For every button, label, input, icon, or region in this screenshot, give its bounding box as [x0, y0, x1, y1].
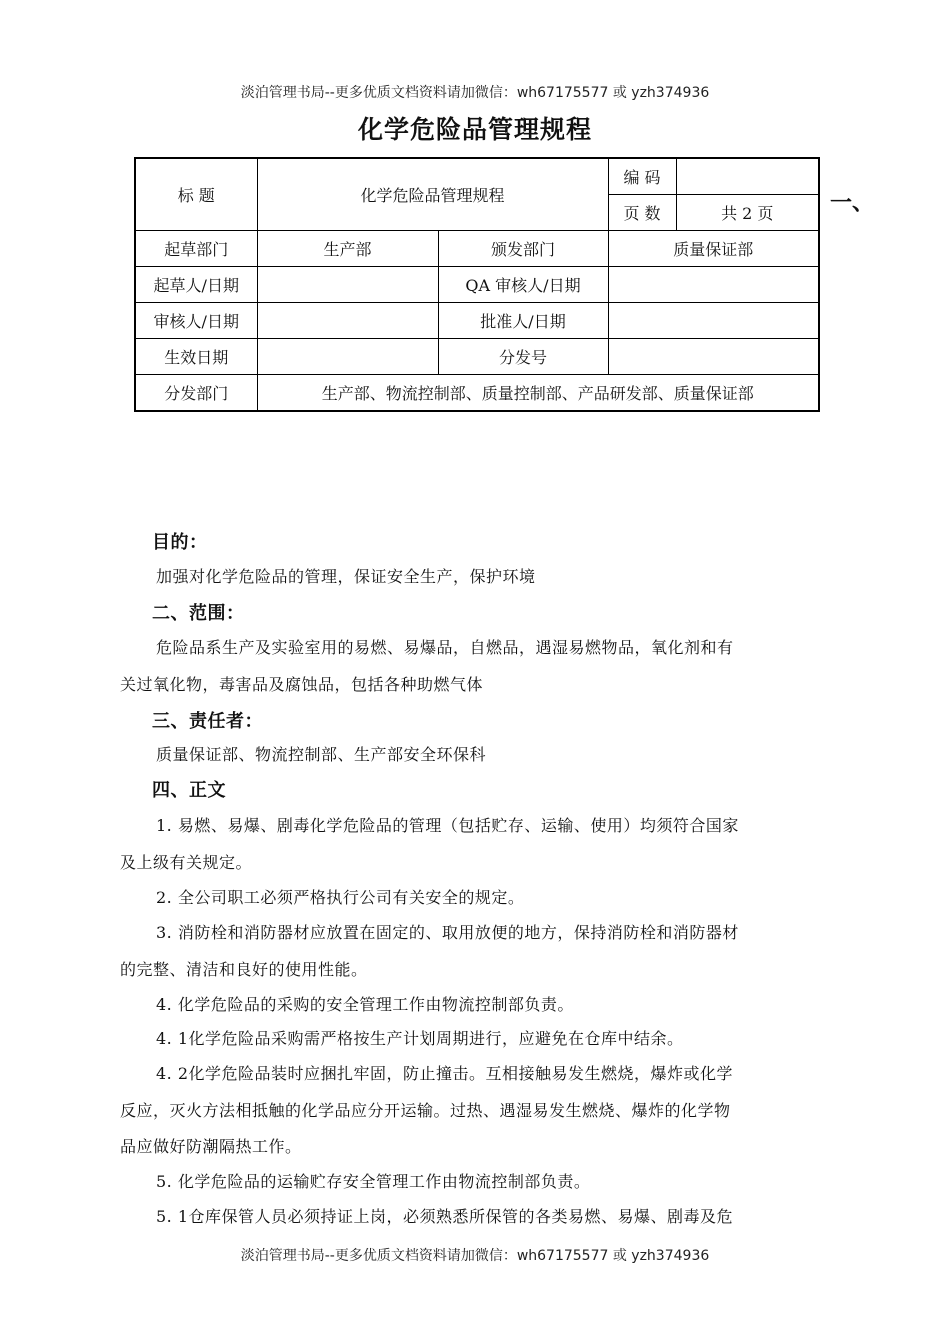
para-3-line-1: 3. 消防栓和消防器材应放置在固定的、取用放便的地方，保持消防栓和消防器材 — [156, 923, 739, 942]
responsibility-heading: 三、责任者： — [152, 711, 263, 732]
reviewer-value — [257, 303, 438, 339]
issue-dept-value: 质量保证部 — [608, 231, 819, 267]
page-header: 淡泊管理书局--更多优质文档资料请加微信：wh67175577 或 yzh374936 — [240, 85, 710, 101]
document-info-table — [134, 157, 820, 412]
approver-label: 批准人/日期 — [438, 303, 608, 339]
pages-label: 页 数 — [608, 195, 676, 231]
scope-text-1: 危险品系生产及实验室用的易燃、易爆品，自燃品，遇湿易燃物品，氧化剂和有 — [156, 638, 734, 657]
scope-text-2: 关过氧化物，毒害品及腐蚀品，包括各种助燃气体 — [120, 675, 484, 694]
qa-label: QA 审核人/日期 — [438, 267, 608, 303]
page-footer: 淡泊管理书局--更多优质文档资料请加微信：wh67175577 或 yzh374936 — [240, 1248, 710, 1264]
para-3-line-2: 的完整、清洁和良好的使用性能。 — [120, 960, 368, 979]
para-4: 4. 化学危险品的采购的安全管理工作由物流控制部负责。 — [156, 995, 574, 1014]
para-4-2-line-2: 反应，灭火方法相抵触的化学品应分开运输。过热、遇湿易发生燃烧、爆炸的化学物 — [120, 1101, 731, 1120]
drafter-value — [257, 267, 438, 303]
title-value: 化学危险品管理规程 — [257, 158, 608, 231]
para-1-line-2: 及上级有关规定。 — [120, 853, 253, 872]
issue-dept-label: 颁发部门 — [438, 231, 608, 267]
effective-date-value — [257, 339, 438, 375]
body-heading: 四、正文 — [152, 780, 226, 801]
qa-value — [608, 267, 819, 303]
dist-dept-value: 生产部、物流控制部、质量控制部、产品研发部、质量保证部 — [257, 375, 819, 412]
approver-value — [608, 303, 819, 339]
responsibility-text: 质量保证部、物流控制部、生产部安全环保科 — [156, 745, 487, 764]
para-5-1: 5. 1仓库保管人员必须持证上岗，必须熟悉所保管的各类易燃、易爆、剧毒及危 — [156, 1207, 734, 1226]
code-label: 编 码 — [608, 158, 676, 195]
code-value — [676, 158, 819, 195]
para-4-2-line-1: 4. 2化学危险品装时应捆扎牢固，防止撞击。互相接触易发生燃烧，爆炸或化学 — [156, 1064, 734, 1083]
para-2: 2. 全公司职工必须严格执行公司有关安全的规定。 — [156, 888, 525, 907]
reviewer-label: 审核人/日期 — [135, 303, 257, 339]
drafter-label: 起草人/日期 — [135, 267, 257, 303]
purpose-heading: 目的： — [152, 532, 208, 553]
para-1-line-1: 1. 易燃、易爆、剧毒化学危险品的管理（包括贮存、运输、使用）均须符合国家 — [156, 816, 739, 835]
purpose-text: 加强对化学危险品的管理，保证安全生产，保护环境 — [156, 567, 536, 586]
scope-heading: 二、范围： — [152, 603, 245, 624]
document-title: 化学危险品管理规程 — [357, 115, 592, 144]
para-4-2-line-3: 品应做好防潮隔热工作。 — [120, 1137, 302, 1156]
effective-date-label: 生效日期 — [135, 339, 257, 375]
pages-value: 共 2 页 — [676, 195, 819, 231]
draft-dept-value: 生产部 — [257, 231, 438, 267]
draft-dept-label: 起草部门 — [135, 231, 257, 267]
dist-no-label: 分发号 — [438, 339, 608, 375]
dist-dept-label: 分发部门 — [135, 375, 257, 412]
title-label: 标 题 — [135, 158, 257, 231]
dist-no-value — [608, 339, 819, 375]
para-5: 5. 化学危险品的运输贮存安全管理工作由物流控制部负责。 — [156, 1172, 591, 1191]
para-4-1: 4. 1化学危险品采购需严格按生产计划周期进行，应避免在仓库中结余。 — [156, 1029, 684, 1048]
section-number-mark: 一、 — [830, 190, 875, 216]
